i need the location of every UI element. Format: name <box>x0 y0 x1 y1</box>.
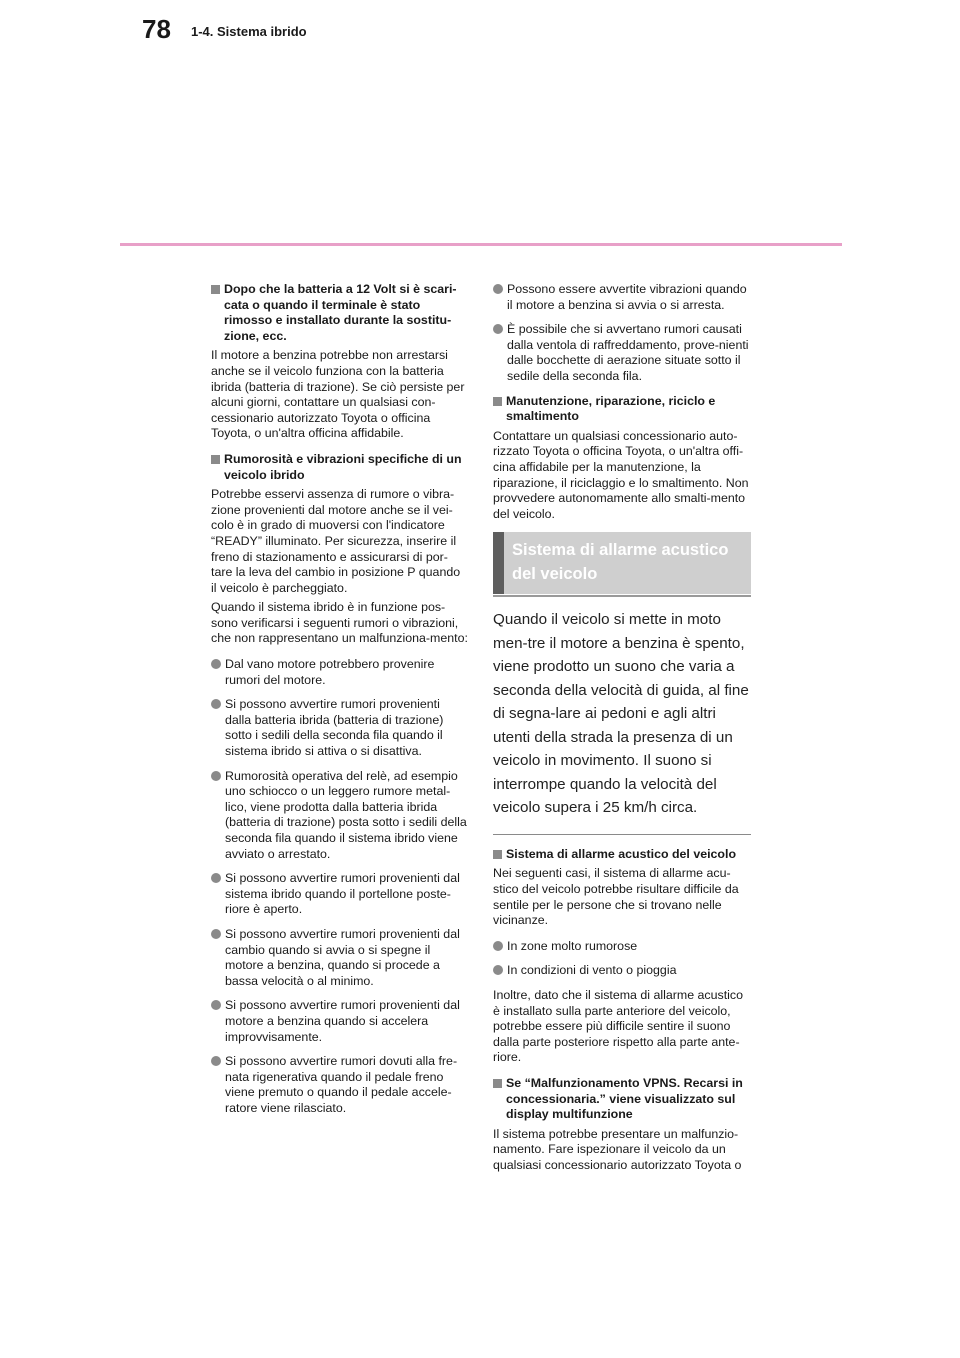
round-bullet-icon <box>493 965 503 975</box>
page-number: 78 <box>142 14 171 44</box>
round-bullet-icon <box>211 699 221 709</box>
round-bullet-icon <box>211 929 221 939</box>
section-heading: Sistema di allarme acustico del veicolo <box>493 532 751 594</box>
intro-paragraph: Quando il veicolo si mette in moto men-tre il motore a benzina è spento, viene prodotto un suono che varia a seconda della velocità di guida, al fine di segna-lare ai pedoni e agli altri utenti della strada la presenza di un veicolo in movimento. Il suono si interrompe quando la velocità del veicolo supera i 25 km/h circa. <box>493 611 749 817</box>
list-item: Rumorosità operativa del relè, ad esempio uno schiocco o un leggero rumore metal-lico, viene prodotta dalla batteria ibrida (batteria di trazione) posta sotto i sedili della seconda fila quando il sistema ibrido viene avviato o arrestato. <box>211 769 469 863</box>
round-bullet-icon <box>493 284 503 294</box>
round-bullet-icon <box>211 873 221 883</box>
subheading: Sistema di allarme acustico del veicolo <box>493 847 751 863</box>
list-item: Si possono avvertire rumori provenienti dalla batteria ibrida (batteria di trazione) sotto i sedili della seconda fila quando il sistema ibrido si attiva o si disattiva. <box>211 697 469 759</box>
square-bullet-icon <box>493 850 502 859</box>
left-column <box>211 282 469 1126</box>
square-bullet-icon <box>493 397 502 406</box>
round-bullet-icon <box>211 1056 221 1066</box>
paragraph: Nei seguenti casi, il sistema di allarme acu-stico del veicolo potrebbe risultare difficile da sentile per le persone che si trovano nelle vicinanze. <box>493 866 739 928</box>
list-item: È possibile che si avvertano rumori causati dalla ventola di raffreddamento, prove-nienti dalle bocchette di aerazione situate sotto il sedile della seconda fila. <box>493 322 751 384</box>
round-bullet-icon <box>493 941 503 951</box>
paragraph: Contattare un qualsiasi concessionario auto-rizzato Toyota o officina Toyota, o un'altra offi-cina affidabile per la manutenzione, la riparazione, il riciclaggio e lo smaltimento. Non provvedere autonomamente allo smalti-mento del veicolo. <box>493 428 749 521</box>
list-item: In zone molto rumorose <box>493 939 751 955</box>
divider <box>493 834 751 835</box>
section-label: 1-4. Sistema ibrido <box>191 24 307 39</box>
paragraph: Quando il sistema ibrido è in funzione pos-sono verificarsi i seguenti rumori o vibrazioni, che non rappresentano un malfunziona-mento: <box>211 600 468 646</box>
round-bullet-icon <box>211 659 221 669</box>
paragraph: Potrebbe esservi assenza di rumore o vibra-zione provenienti dal motore anche se il vei-colo è in grado di muoversi con l'indicatore “READY” illuminato. Per sicurezza, inserire il freno di stazionamento e assicurarsi di por-tare la leva del cambio in posizione P quando il veicolo è parcheggiato. <box>211 487 461 595</box>
subheading: Dopo che la batteria a 12 Volt si è scari-cata o quando il terminale è stato rimosso e installato durante la sostitu-zione, ecc. <box>211 282 469 344</box>
list-item: Si possono avvertire rumori dovuti alla fre-nata rigenerativa quando il pedale freno viene premuto o quando il pedale accele-ratore viene rilasciato. <box>211 1054 469 1116</box>
round-bullet-icon <box>493 324 503 334</box>
square-bullet-icon <box>211 285 220 294</box>
paragraph: Inoltre, dato che il sistema di allarme acustico è installato sulla parte anteriore del veicolo, potrebbe essere più difficile sentire il suono dalla parte posteriore rispetto alla parte ante-riore. <box>493 987 743 1065</box>
list-item: Si possono avvertire rumori provenienti dal sistema ibrido quando il portellone poste-riore è aperto. <box>211 871 469 918</box>
square-bullet-icon <box>211 455 220 464</box>
round-bullet-icon <box>211 771 221 781</box>
square-bullet-icon <box>493 1079 502 1088</box>
header-rule <box>120 243 842 246</box>
paragraph: Il motore a benzina potrebbe non arrestarsi anche se il veicolo funziona con la batteria ibrida (batteria di trazione). Se ciò persiste per alcuni giorni, contattare un qualsiasi con-cessionario autorizzato Toyota o officina Toyota, o un'altra officina affidabile. <box>211 348 465 441</box>
list-item: Si possono avvertire rumori provenienti dal motore a benzina quando si accelera improvvisamente. <box>211 998 469 1045</box>
list-item: Possono essere avvertite vibrazioni quando il motore a benzina si avvia o si arresta. <box>493 282 751 313</box>
right-column <box>493 282 751 1178</box>
paragraph: Il sistema potrebbe presentare un malfunzio-namento. Fare ispezionare il veicolo da un qualsiasi concessionario autorizzato Toyota o <box>493 1126 742 1172</box>
list-item: Si possono avvertire rumori provenienti dal cambio quando si avvia o si spegne il motore a benzina, quando si procede a bassa velocità o al minimo. <box>211 927 469 989</box>
list-item: Dal vano motore potrebbero provenire rumori del motore. <box>211 657 469 688</box>
subheading: Se “Malfunzionamento VPNS. Recarsi in concessionaria.” viene visualizzato sul display multifunzione <box>493 1076 751 1123</box>
list-item: In condizioni di vento o pioggia <box>493 963 751 979</box>
subheading: Rumorosità e vibrazioni specifiche di un veicolo ibrido <box>211 452 469 483</box>
round-bullet-icon <box>211 1000 221 1010</box>
subheading: Manutenzione, riparazione, riciclo e smaltimento <box>493 394 751 425</box>
